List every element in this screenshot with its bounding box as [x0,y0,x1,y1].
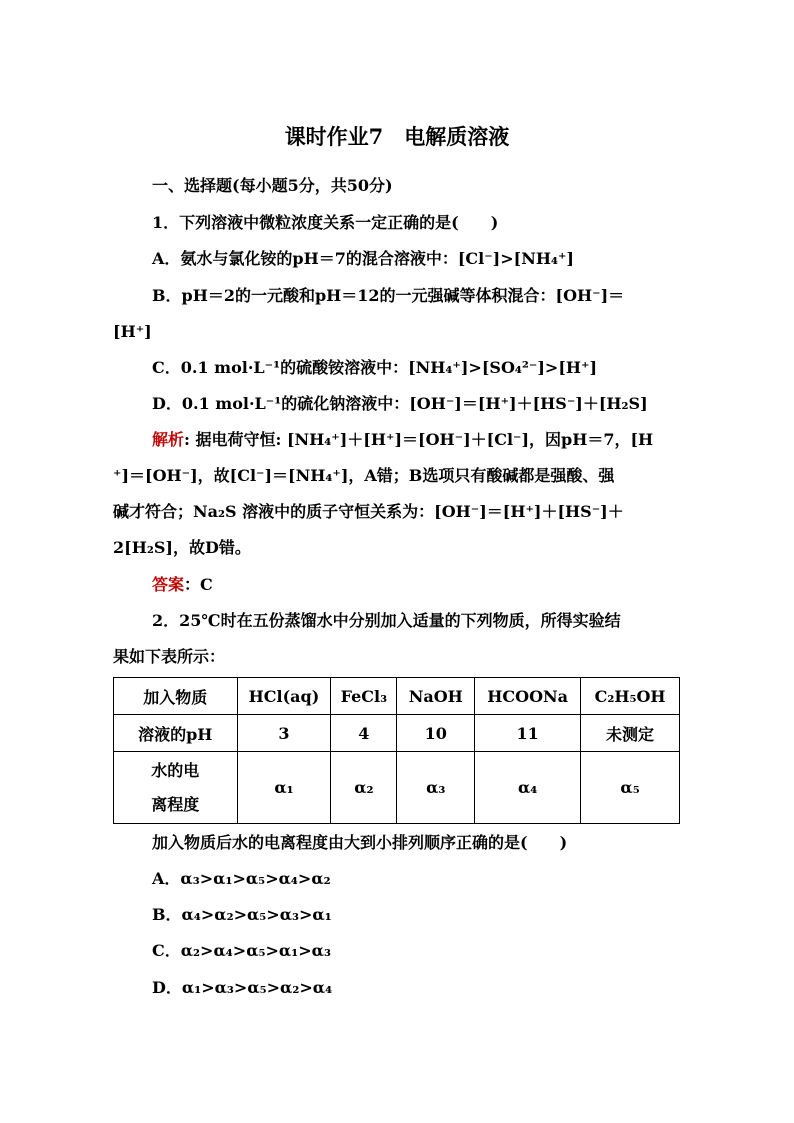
table-cell: HCOONa [475,678,581,715]
table-cell: α₅ [581,752,680,824]
q2-option-a: A．α₃>α₁>α₅>α₄>α₂ [152,869,331,888]
table-cell: 10 [397,715,475,752]
analysis-label: 解析 [152,430,185,449]
table-cell-line: 离程度 [151,794,200,814]
q1-analysis [152,430,653,450]
results-table [113,677,680,824]
q1-option-d: D．0.1 mol·L⁻¹的硫化钠溶液中：[OH⁻]＝[H⁺]＋[HS⁻]＋[H₂S] [152,394,648,413]
table-cell: C₂H₅OH [581,678,680,715]
table-cell: 3 [237,715,331,752]
table-cell-line: 水的电 [151,760,200,780]
q2-stem-cont: 果如下表所示： [113,647,226,666]
page-title: 课时作业7 电解质溶液 [284,124,510,149]
table-cell: 未测定 [581,715,680,752]
table-cell: 11 [475,715,581,752]
table-row [114,752,680,824]
table-cell: HCl(aq) [237,678,331,715]
answer-label: 答案 [152,575,185,594]
table-cell: α₃ [397,752,475,824]
table-cell: α₁ [237,752,331,824]
q1-answer [152,575,213,595]
q1-option-c: C．0.1 mol·L⁻¹的硫酸铵溶液中：[NH₄⁺]>[SO₄²⁻]>[H⁺] [152,358,598,377]
q2-stem: 2．25℃时在五份蒸馏水中分别加入适量的下列物质，所得实验结 [152,611,621,630]
table-cell: α₄ [475,752,581,824]
q1-option-b-cont: [H⁺] [113,322,152,341]
q2-question: 加入物质后水的电离程度由大到小排列顺序正确的是( ) [152,833,568,852]
table-cell: 溶液的pH [114,715,238,752]
q1-analysis-line-3: 碱才符合；Na₂S 溶液中的质子守恒关系为：[OH⁻]＝[H⁺]＋[HS⁻]＋ [113,502,624,521]
q2-option-b: B．α₄>α₂>α₅>α₃>α₁ [152,905,332,924]
analysis-text: : 据电荷守恒: [NH₄⁺]＋[H⁺]＝[OH⁻]＋[Cl⁻]，因pH＝7，[H [184,430,654,449]
table-cell: NaOH [397,678,475,715]
answer-value: ：C [184,575,213,594]
table-cell: FeCl₃ [331,678,397,715]
section-heading: 一、选择题(每小题5分，共50分) [152,176,393,195]
table-cell: α₂ [331,752,397,824]
table-cell: 加入物质 [114,678,238,715]
table-row [114,678,680,715]
q1-analysis-line-4: 2[H₂S]，故D错。 [113,538,251,557]
q2-option-d: D．α₁>α₃>α₅>α₂>α₄ [152,978,333,997]
table-row [114,715,680,752]
q2-option-c: C．α₂>α₄>α₅>α₁>α₃ [152,941,331,960]
q1-analysis-line-2: ⁺]＝[OH⁻]，故[Cl⁻]＝[NH₄⁺]，A错；B选项只有酸碱都是强酸、强 [113,466,615,485]
q1-option-a: A．氨水与氯化铵的pH＝7的混合溶液中：[Cl⁻]>[NH₄⁺] [152,249,574,268]
table-cell: 4 [331,715,397,752]
table-cell [114,752,238,824]
q1-stem: 1．下列溶液中微粒浓度关系一定正确的是( ) [152,213,499,232]
q1-option-b: B．pH＝2的一元酸和pH＝12的一元强碱等体积混合：[OH⁻]＝ [152,286,625,305]
